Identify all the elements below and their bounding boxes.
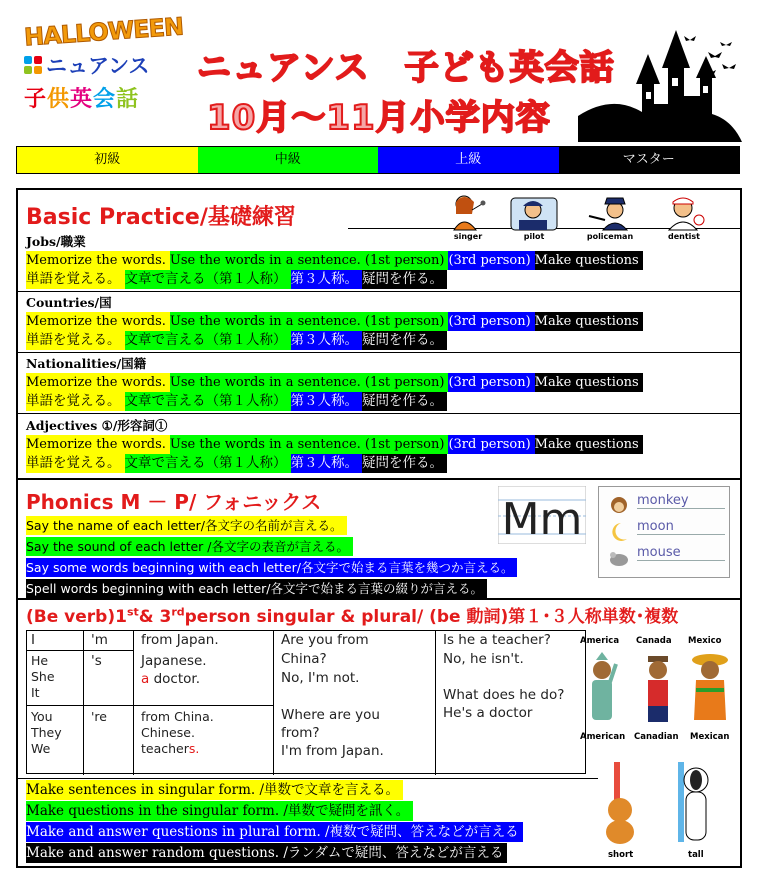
adjective-dogs [592,760,738,866]
word-moon: moon [637,519,725,535]
nationality-bears-icon [582,650,736,728]
brand-char: 話 [116,87,140,112]
answer-line: He's a doctor [443,705,533,721]
practice-row-jp [26,270,447,289]
be-line-singular: Make sentences in singular form. /単数で文章を言える。 [26,780,403,800]
step-sentence: Use the words in a sentence. (1st person) [170,373,449,392]
answer-line: I'm from Japan. [281,743,384,759]
title-sup: rd [171,605,185,619]
nationality-mexican: Mexican [690,732,730,742]
section-divider [18,598,740,600]
title-part: person singular & plural/ (be 動詞)第１･３人称単数･複数 [184,607,679,627]
step-questions-jp: 疑問を作る。 [362,331,447,350]
nationality-characters [580,636,740,756]
plural-example: from China. [141,709,214,724]
singular-example [141,671,200,688]
step-questions: Make questions [535,373,643,392]
title-part: (Be verb)1 [26,607,127,627]
divider [18,413,740,414]
title-part: & 3 [138,607,172,627]
level-master: マスター [559,147,740,173]
table-line [27,705,273,706]
be-line-plural-questions: Make and answer questions in plural form. /複数で疑問、答えなどが言える [26,822,523,842]
brand-kids-english [24,82,184,113]
noun-teacher: teacher [141,741,189,756]
practice-row-jp [26,454,447,473]
step-sentence-jp: 文章で言える（第１人称） [125,331,291,350]
be-line-singular-questions: Make questions in the singular form. /単数で疑問を訊く。 [26,801,413,821]
basic-practice-title: Basic Practice/基礎練習 [26,205,296,230]
practice-row-jp [26,331,447,350]
adjective-tall: tall [688,850,704,860]
answer-line: No, he isn't. [443,651,524,667]
noun-doctor: doctor. [149,671,200,687]
question-line: from? [281,725,320,741]
country-mexico: Mexico [688,636,722,646]
level-legend [16,146,740,174]
divider [18,778,598,779]
job-icons [438,194,728,246]
page-header [0,0,768,146]
step-questions: Make questions [535,435,643,454]
halloween-logo: HALLOWEEN [23,12,184,52]
policeman-illustration [580,194,640,241]
topic-nationalities: Nationalities/国籍 [26,356,147,371]
topic-countries: Countries/国 [26,295,112,310]
brand-logo [23,12,184,113]
be-verb-title [26,602,678,627]
brand-char: 英 [70,87,94,112]
be-verb-table [26,630,586,774]
curriculum-box [16,188,742,868]
step-questions-jp: 疑問を作る。 [362,270,447,289]
practice-row-en [26,251,643,270]
table-line [133,631,134,775]
step-memorize: Memorize the words. [26,373,170,392]
pronoun-we: We [31,741,51,756]
divider [18,352,740,353]
step-memorize-jp: 単語を覚える。 [26,270,125,289]
level-intermediate: 中級 [198,147,379,173]
job-label: pilot [523,232,545,241]
job-label: policeman [586,232,634,241]
letter-card-mm [498,486,586,544]
step-questions-jp: 疑問を作る。 [362,454,447,473]
singular-example: from Japan. [141,632,219,648]
step-third-person-jp: 第３人称。 [291,270,363,289]
level-beginner: 初級 [17,147,198,173]
brand-name: ニュアンス [46,54,150,78]
m-words-card [598,486,730,578]
country-america: America [580,636,620,646]
question-line: Where are you [281,707,380,723]
phonics-line-words: Say some words beginning with each letter/各文字で始まる言葉を幾つか言える。 [26,558,517,577]
pilot-icon [509,194,559,232]
step-third-person-jp: 第３人称。 [291,331,363,350]
step-memorize-jp: 単語を覚える。 [26,392,125,411]
step-questions: Make questions [535,312,643,331]
table-line [83,631,84,775]
pronoun-it: It [31,685,40,700]
step-questions: Make questions [535,251,643,270]
country-canada: Canada [636,636,672,646]
be-line-random-questions: Make and answer random questions. /ランダムで疑問、答えなどが言える [26,843,507,863]
topic-jobs: Jobs/職業 [26,234,86,249]
pronoun-i: I [31,632,35,648]
step-memorize-jp: 単語を覚える。 [26,331,125,350]
job-label: dentist [668,232,700,241]
brand-mark-icon [24,56,42,74]
pronoun-he: He [31,653,49,668]
singular-example: Japanese. [141,653,207,669]
step-sentence: Use the words in a sentence. (1st person) [170,312,449,331]
level-advanced: 上級 [378,147,559,173]
page-title: ニュアンス 子ども英会話 [197,48,615,88]
brand-char: 会 [93,87,117,112]
title-sup: st [126,605,139,619]
phonics-line-sound: Say the sound of each letter /各文字の表音が言える。 [26,537,353,556]
practice-row-jp [26,392,447,411]
answer-line: No, I'm not. [281,670,360,686]
pronoun-you: You [31,709,53,724]
monkey-icon [607,495,631,517]
letter-card-text: Mm [501,494,583,544]
pronoun-she: She [31,669,55,684]
divider [18,291,740,292]
phonics-title: Phonics M － P/ フォニックス [26,490,322,514]
verb-are: 're [91,709,107,724]
plural-suffix: s. [188,741,200,756]
short-tall-dogs-icon [592,760,738,846]
topic-adjectives: Adjectives ①/形容詞① [26,418,168,433]
step-third-person-jp: 第３人称。 [291,454,363,473]
dentist-icon [659,194,709,232]
section-divider [18,478,740,480]
step-memorize: Memorize the words. [26,312,170,331]
step-questions-jp: 疑問を作る。 [362,392,447,411]
pronoun-they: They [31,725,62,740]
step-sentence: Use the words in a sentence. (1st person) [170,251,449,270]
word-mouse: mouse [637,545,725,561]
step-memorize-jp: 単語を覚える。 [26,454,125,473]
nationality-canadian: Canadian [634,732,679,742]
step-memorize: Memorize the words. [26,251,170,270]
step-sentence-jp: 文章で言える（第１人称） [125,392,291,411]
moon-icon [607,521,631,543]
practice-row-en [26,373,643,392]
nationality-american: American [580,732,626,742]
step-third-person: (3rd person) [448,435,534,454]
step-third-person-jp: 第３人称。 [291,392,363,411]
dentist-illustration [654,194,714,241]
adjective-short: short [608,850,634,860]
brand-char: 子 [24,87,48,112]
phonics-line-name: Say the name of each letter/各文字の名前が言える。 [26,516,347,535]
step-sentence-jp: 文章で言える（第１人称） [125,270,291,289]
step-third-person: (3rd person) [448,373,534,392]
question-line: What does he do? [443,687,565,703]
step-memorize: Memorize the words. [26,435,170,454]
phonics-line-spell: Spell words beginning with each letter/各文字で始まる言葉の綴りが言える。 [26,579,487,598]
step-sentence-jp: 文章で言える（第１人称） [125,454,291,473]
article-a: a [141,671,150,687]
pilot-illustration [504,194,564,241]
question-line: Is he a teacher? [443,632,551,648]
plural-example: Chinese. [141,725,195,740]
verb-is: 's [91,653,102,669]
table-line [435,631,436,775]
plural-example [141,741,199,757]
table-line [27,650,133,651]
step-third-person: (3rd person) [448,312,534,331]
practice-row-en [26,435,643,454]
singer-illustration [438,194,498,241]
practice-row-en [26,312,643,331]
brand-char: 供 [47,87,71,112]
question-line: China? [281,651,327,667]
step-third-person: (3rd person) [448,251,534,270]
page-subtitle: 10月～11月小学内容 [207,98,551,138]
singer-icon [448,194,488,232]
verb-am: 'm [91,632,108,648]
table-line [273,631,274,775]
step-sentence: Use the words in a sentence. (1st person) [170,435,449,454]
word-monkey: monkey [637,493,725,509]
mouse-icon [607,547,631,569]
brand-name-line [24,50,184,80]
job-label: singer [453,232,483,241]
haunted-castle-icon [572,24,748,142]
question-line: Are you from [281,632,369,648]
policeman-icon [585,194,635,232]
